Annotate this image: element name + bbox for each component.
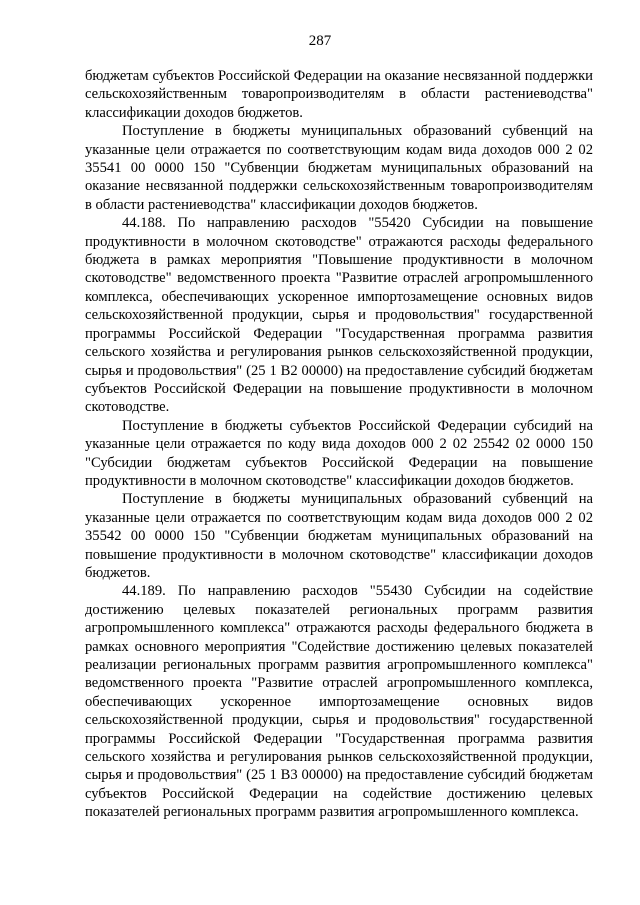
- paragraph: Поступление в бюджеты муниципальных образований субвенций на указанные цели отражается по соответствующим кодам вида доходов 000 2 02 35542 00 0000 150 "Субвенции бюджетам муниципальных образований на повышение продуктивности в молочном скотоводстве" классификации доходов бюджетов.: [85, 491, 593, 581]
- paragraph: Поступление в бюджеты субъектов Российской Федерации субсидий на указанные цели отражается по коду вида доходов 000 2 02 25542 02 0000 150 "Субсидии бюджетам субъектов Российской Федерации на повышение продуктивности в молочном скотоводстве" классификации доходов бюджетов.: [85, 417, 593, 489]
- page-number: 287: [308, 33, 332, 49]
- paragraph-44-189: 44.189. По направлению расходов "55430 Субсидии на содействие достижению целевых показателей региональных программ развития агропромышленного комплекса" отражаются расходы федерального бюджета в рамках основного мероприятия "Содействие достижению целевых показателей реализации региональных программ развития агропромышленного комплекса" ведомственного проекта "Развитие отраслей агропромышленного комплекса, обеспечивающих ускоренное импортозамещение основных видов сельскохозяйственной продукции, сырья и продовольствия" государственной программы Российской Федерации "Государственная программа развития сельского хозяйства и регулирования рынков сельскохозяйственной продукции, сырья и продовольствия" (25 1 В3 00000) на предоставление субсидий бюджетам субъектов Российской Федерации на содействие достижению целевых показателей региональных программ развития агропромышленного комплекса.: [85, 583, 593, 821]
- paragraph: Поступление в бюджеты муниципальных образований субвенций на указанные цели отражается по соответствующим кодам вида доходов 000 2 02 35541 00 0000 150 "Субвенции бюджетам муниципальных образований на оказание несвязанной поддержки сельскохозяйственным товаропроизводителям в области растениеводства" классификации доходов бюджетов.: [85, 123, 593, 213]
- paragraph-44-188: 44.188. По направлению расходов "55420 Субсидии на повышение продуктивности в молочном скотоводстве" отражаются расходы федерального бюджета в рамках мероприятия "Повышение продуктивности в молочном скотоводстве" ведомственного проекта "Развитие отраслей агропромышленного комплекса, обеспечивающих ускоренное импортозамещение основных видов сельскохозяйственной продукции, сырья и продовольствия" государственной программы Российской Федерации "Государственная программа развития сельского хозяйства и регулирования рынков сельскохозяйственной продукции, сырья и продовольствия" (25 1 В2 00000) на предоставление субсидий бюджетам субъектов Российской Федерации на повышение продуктивности в молочном скотоводстве.: [85, 215, 593, 416]
- document-body: [85, 67, 593, 822]
- paragraph-continuation: бюджетам субъектов Российской Федерации на оказание несвязанной поддержки сельскохозяйственным товаропроизводителям в области растениеводства" классификации доходов бюджетов.: [85, 68, 593, 121]
